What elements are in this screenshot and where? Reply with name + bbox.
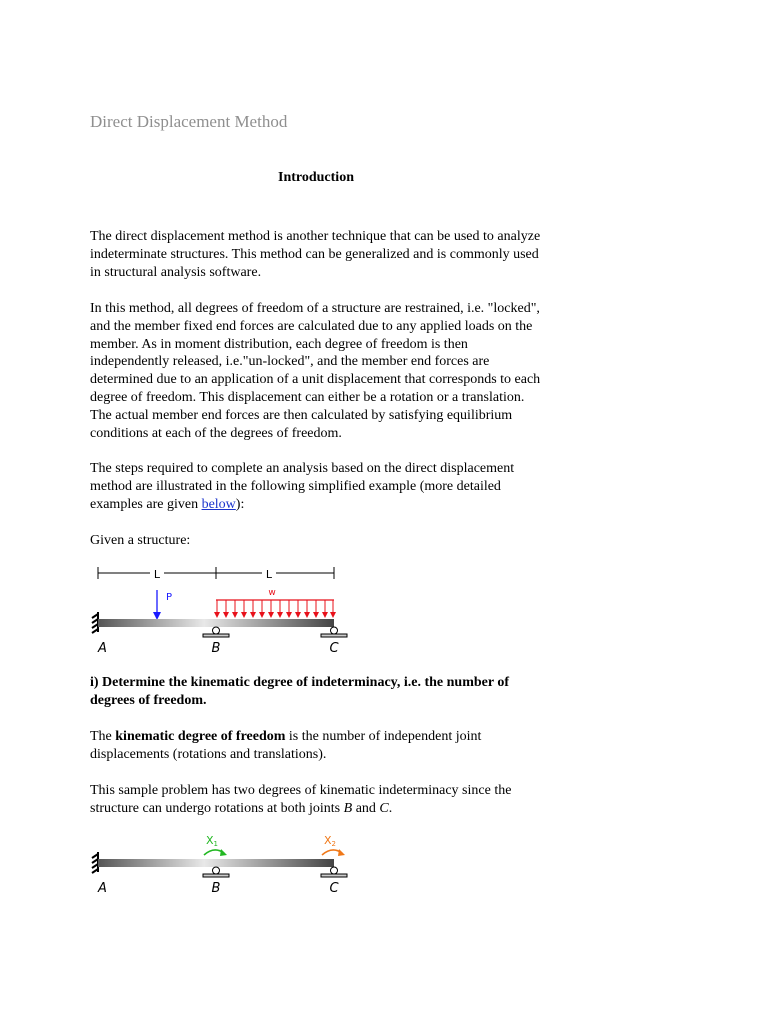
point-load-arrow (153, 590, 161, 620)
dof-label-x2 (324, 834, 336, 848)
paragraph-3-text: The steps required to complete an analysis based on the direct displacement method are illustrated in the following simplified example (more detailed examples are given (90, 461, 515, 512)
roller-support-c (321, 867, 347, 877)
joint-b-ref: B (343, 800, 353, 816)
fixed-support-a (92, 852, 98, 873)
given-structure-text: Given a structure: (90, 533, 191, 548)
below-link[interactable]: below (201, 496, 236, 512)
document-title: Direct Displacement Method (90, 112, 288, 131)
step-1-heading: i) Determine the kinematic degree of indeterminacy, i.e. the number of degrees of freedom. (90, 675, 510, 708)
dof-2-subscript: 2 (331, 840, 337, 848)
point-load-label: P (166, 592, 173, 603)
roller-support-b (203, 867, 229, 877)
kinematic-definition-paragraph (90, 728, 545, 764)
intro-paragraph-3 (90, 460, 545, 513)
p6-mid: and (352, 800, 380, 816)
dof-2-letter: X (323, 834, 332, 847)
dimension-line (98, 567, 334, 579)
joint-label-a: A (98, 641, 107, 655)
intro-paragraph-2: In this method, all degrees of freedom of a structure are restrained, i.e. "locked", and the member fixed end forces are calculated due to any applied loads on the member. As in moment distribution, each degree of freedom is then independently released, i.e."un-locked", and the member end forces are determined due to an application of a unit displacement that corresponds to each degree of freedom. This displacement can either be a rotation or a translation. The actual member end forces are then calculated by satisfying equilibrium conditions at each of the degrees of freedom. (90, 301, 541, 441)
span-length-label-2: L (265, 568, 273, 581)
joint-label-c: C (329, 881, 339, 896)
joint-label-a: A (98, 881, 107, 896)
span-length-label-1: L (153, 568, 161, 581)
dof-1-subscript: 1 (213, 840, 219, 848)
beam (98, 859, 334, 867)
sample-problem-paragraph (90, 782, 545, 818)
degrees-of-freedom-figure (86, 830, 356, 900)
section-heading: Introduction (278, 170, 354, 185)
distributed-load-label: w (268, 588, 276, 598)
distributed-load (214, 600, 336, 618)
p5-prefix: The (90, 729, 116, 744)
beam-loading-figure (86, 560, 356, 655)
rotation-arrow-x1 (204, 849, 227, 856)
joint-label-b: B (211, 641, 221, 655)
p6-text: This sample problem has two degrees of kinematic indeterminacy since the structure can undergo rotations at both joints (90, 783, 512, 816)
joint-label-c: C (329, 641, 339, 655)
rotation-arrow-x2 (322, 849, 345, 856)
p5-suffix: is the number of independent joint displacements (rotations and translations). (90, 729, 482, 762)
joint-label-b: B (211, 881, 221, 896)
paragraph-3-end: ): (235, 496, 245, 512)
intro-paragraph-1: The direct displacement method is another technique that can be used to analyze indeterminate structures. This method can be generalized and is commonly used in structural analysis software. (90, 229, 541, 280)
roller-support-c (321, 627, 347, 637)
fixed-support-a (92, 612, 98, 633)
joint-c-ref: C (379, 800, 389, 816)
p6-end: . (388, 800, 393, 816)
dof-label-x1 (206, 834, 218, 848)
roller-support-b (203, 627, 229, 637)
beam (98, 619, 334, 627)
kinematic-degree-term: kinematic degree of freedom (115, 729, 286, 744)
dof-1-letter: X (205, 834, 214, 847)
